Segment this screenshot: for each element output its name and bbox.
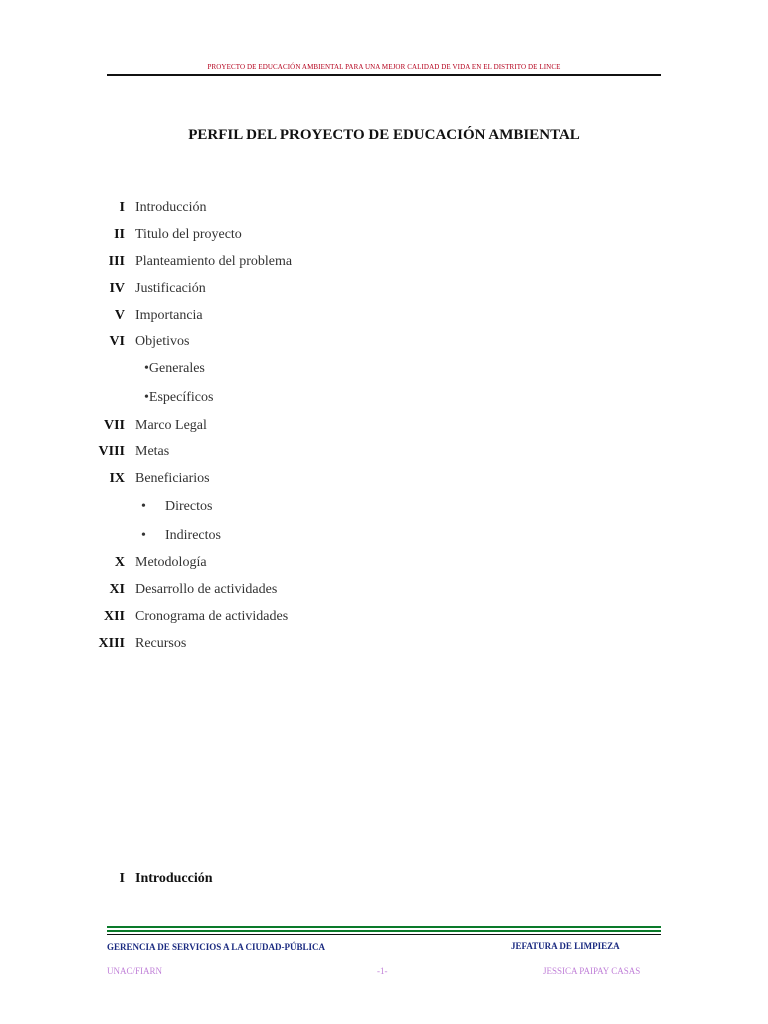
section-title: Introducción	[135, 871, 213, 886]
toc-label: Marco Legal	[135, 418, 207, 433]
toc-label: Recursos	[135, 636, 187, 651]
toc-number: XII	[103, 609, 125, 624]
toc-number: V	[114, 308, 125, 323]
beneficiario-directos: Directos	[165, 499, 213, 514]
toc-label: Planteamiento del problema	[135, 254, 293, 269]
document-title: PERFIL DEL PROYECTO DE EDUCACIÓN AMBIENTAL	[188, 127, 580, 143]
toc-number: I	[119, 200, 125, 215]
page-number: -1-	[377, 966, 388, 976]
section-number: I	[119, 871, 125, 886]
toc-label: Cronograma de actividades	[135, 609, 289, 624]
toc-number: VIII	[98, 444, 125, 459]
toc-label: Metodología	[135, 555, 207, 570]
toc-label: Introducción	[135, 200, 207, 215]
objetivo-generales: •Generales	[144, 361, 205, 376]
toc-label: Importancia	[135, 308, 203, 323]
toc-number: IX	[109, 471, 125, 486]
toc-number: VI	[109, 334, 125, 349]
toc-label: Metas	[135, 444, 170, 459]
footer-author: JESSICA PAIPAY CASAS	[543, 966, 641, 976]
running-header: PROYECTO DE EDUCACIÓN AMBIENTAL PARA UNA MEJOR CALIDAD DE VIDA EN EL DISTRITO DE LINCE	[207, 63, 561, 71]
toc-number: X	[114, 555, 125, 570]
toc-number: VII	[103, 418, 125, 433]
toc-label: Titulo del proyecto	[135, 227, 242, 242]
toc-label: Beneficiarios	[135, 471, 210, 486]
toc-number: III	[108, 254, 125, 269]
bullet-icon: •	[141, 499, 146, 514]
footer-office: JEFATURA DE LIMPIEZA	[511, 941, 620, 951]
toc-number: IV	[109, 281, 125, 296]
toc-number: II	[114, 227, 125, 242]
toc-label: Desarrollo de actividades	[135, 582, 278, 597]
header-rule	[107, 74, 661, 76]
toc-number: XI	[109, 582, 125, 597]
toc-label: Justificación	[135, 281, 206, 296]
footer-department: GERENCIA DE SERVICIOS A LA CIUDAD-PÚBLICA	[107, 942, 325, 952]
objetivo-especificos: •Específicos	[144, 390, 214, 405]
footer-rule	[107, 930, 661, 932]
beneficiario-indirectos: Indirectos	[165, 528, 221, 543]
footer-rule	[107, 926, 661, 928]
footer-institution: UNAC/FIARN	[107, 966, 163, 976]
footer-rule	[107, 934, 661, 935]
toc-number: XIII	[98, 636, 125, 651]
bullet-icon: •	[141, 528, 146, 543]
toc-label: Objetivos	[135, 334, 190, 349]
